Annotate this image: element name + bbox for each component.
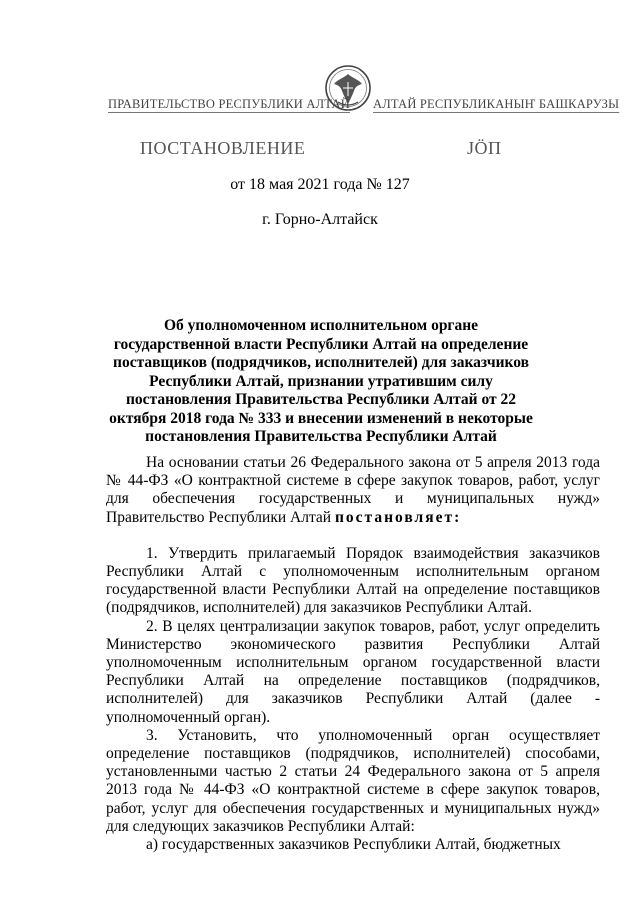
document-body: [106, 454, 600, 854]
document-date-number: от 18 мая 2021 года № 127: [230, 176, 410, 193]
item-paragraph-3: 3. Установить, что уполномоченный орган осуществляет определение поставщиков (подрядчиков, исполнителей) способами, установленными частью 2 статьи 24 Федерального закона от 5 апреля 2013 года № 44-ФЗ «О контрактной системе в сфере закупок товаров, работ, услуг для обеспечения государственных и муниципальных нужд» для следующих заказчиков Республики Алтай:: [106, 726, 600, 835]
government-name-russian: ПРАВИТЕЛЬСТВО РЕСПУБЛИКИ АЛТАЙ: [108, 97, 350, 111]
document-city: г. Горно-Алтайск: [262, 211, 378, 228]
document-title: Об уполномоченном исполнительном органе государственной власти Республики Алтай на определение поставщиков (подрядчиков, исполнителей) для заказчиков Республики Алтай, признании утратившим силу постановления Правительства Республики Алтай от 22 октября 2018 года № 333 и внесении изменений в некоторые постановления Правительства Республики Алтай: [109, 317, 533, 445]
item-paragraph-3a: а) государственных заказчиков Республики Алтай, бюджетных: [146, 836, 561, 854]
preamble-text: На основании статьи 26 Федерального закона от 5 апреля 2013 года № 44-ФЗ «О контрактной системе в сфере закупок товаров, работ, услуг для обеспечения государственных и муниципальных нужд» Правительство Республики Алтай: [106, 454, 600, 526]
document-type-russian: ПОСТАНОВЛЕНИЕ: [140, 138, 306, 158]
item-paragraph-2: 2. В целях централизации закупок товаров, работ, услуг определить Министерство экономического развития Республики Алтай уполномоченным исполнительным органом государственной власти Республики Алтай на определение поставщиков (подрядчиков, исполнителей) для заказчиков Республики Алтай (далее - уполномоченный орган).: [106, 617, 600, 726]
government-name-altai: АЛТАЙ РЕСПУБЛИКАНЫҤ БАШКАРУЗЫ: [373, 97, 620, 111]
document-type-altai: ЈӦП: [467, 138, 502, 158]
item-paragraph-1: 1. Утвердить прилагаемый Порядок взаимодействия заказчиков Республики Алтай с уполномоченным исполнительным органом государственной власти Республики Алтай на определение поставщиков (подрядчиков, исполнителей) для заказчиков Республики Алтай.: [106, 544, 600, 617]
preamble-paragraph: [106, 454, 600, 527]
decree-word: постановляет:: [334, 508, 462, 526]
